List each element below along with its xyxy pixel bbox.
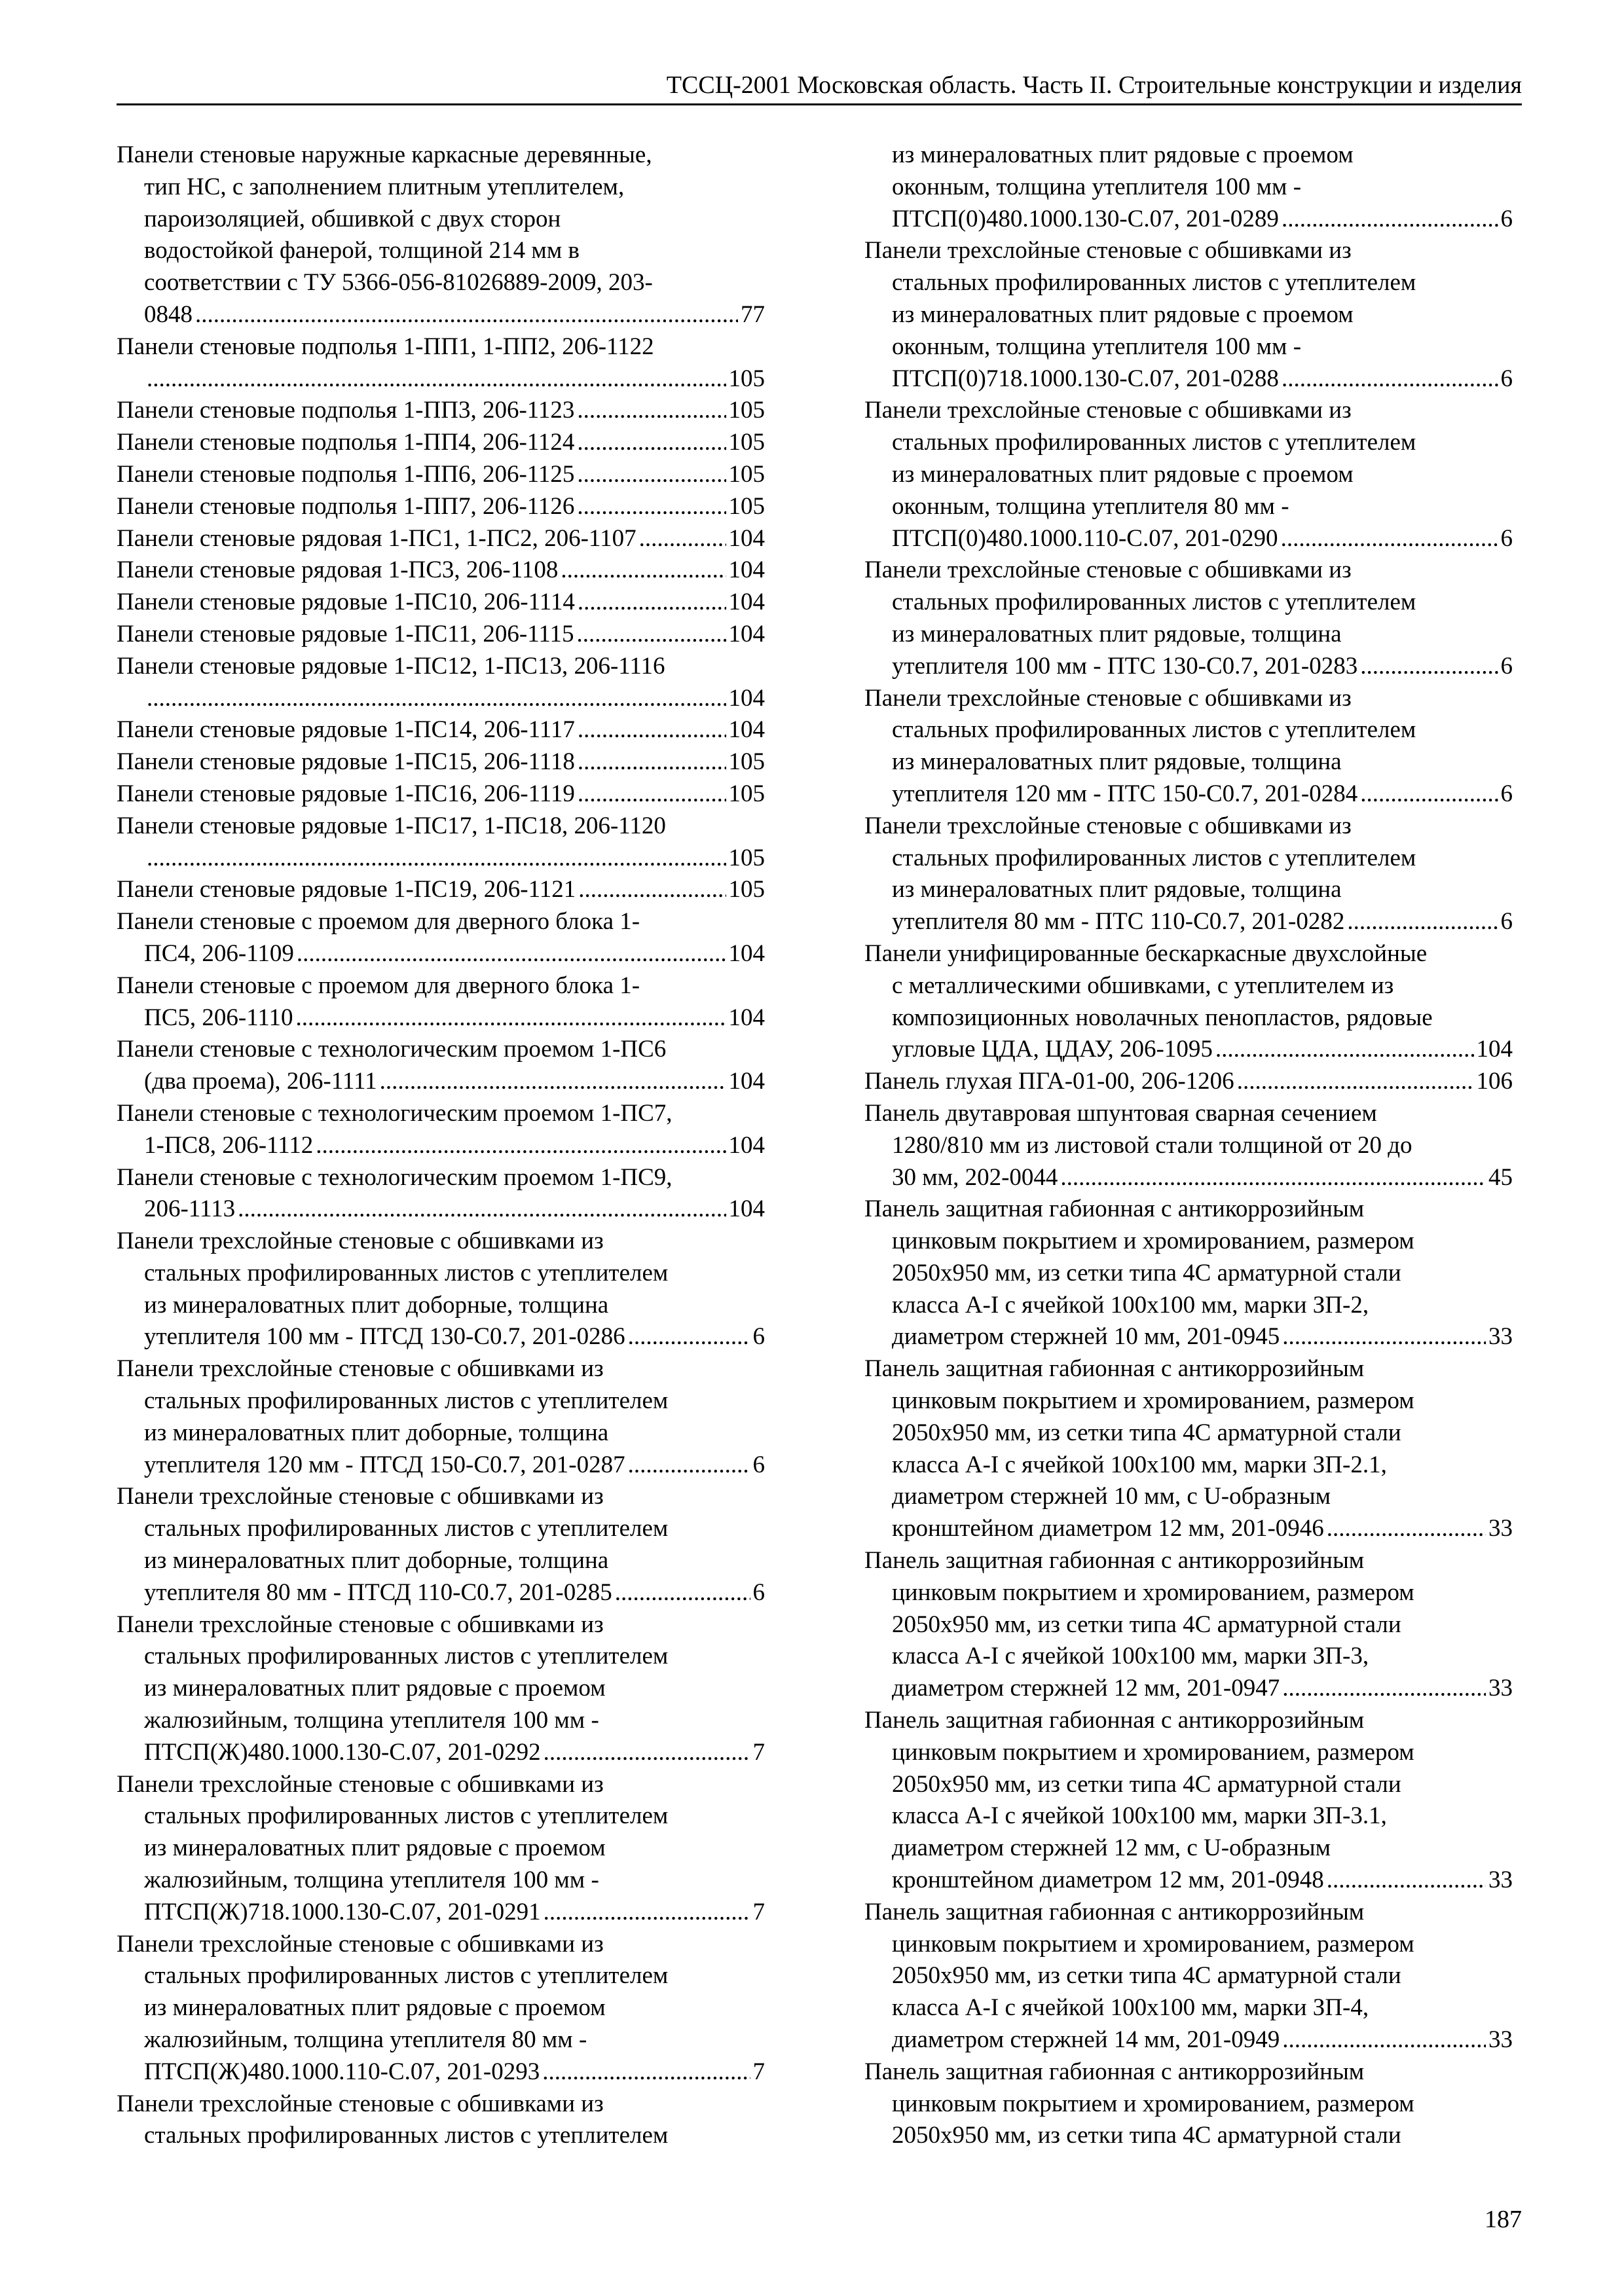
entry-text-last: (два проема), 206-1111 — [144, 1068, 377, 1095]
entry-text-line: Панели стеновые рядовые 1-ПС12, 1-ПС13, 206-1116 — [117, 652, 665, 680]
entry-text-line: из минераловатных плит рядовые с проемом — [892, 460, 1354, 488]
index-entry — [117, 970, 765, 1034]
entry-leader-line — [117, 1002, 765, 1034]
dot-leader — [628, 1449, 750, 1482]
dot-leader — [195, 299, 738, 331]
dot-leader — [1281, 523, 1498, 555]
entry-page-ref: 33 — [1488, 1515, 1513, 1542]
index-entry — [864, 555, 1513, 682]
entry-text-line: Панели трехслойные стеновые с обшивками из — [117, 2090, 604, 2117]
entry-page-ref: 106 — [1476, 1068, 1513, 1095]
entry-leader-line — [864, 1034, 1513, 1066]
entry-text-last: утеплителя 100 мм - ПТСД 130-С0.7, 201-0286 — [144, 1323, 625, 1351]
entry-text-line: Панели стеновые с технологическим проемом 1-ПС9, — [117, 1163, 673, 1191]
index-entry — [117, 778, 765, 811]
entry-text-last: ПТСП(Ж)718.1000.130-С.07, 201-0291 — [144, 1898, 541, 1925]
entry-text-line: из минераловатных плит доборные, толщина — [144, 1547, 609, 1575]
dot-leader — [577, 427, 726, 459]
entry-text-last: кронштейном диаметром 12 мм, 201-0946 — [892, 1515, 1324, 1542]
entry-text-line: из минераловатных плит доборные, толщина — [144, 1291, 609, 1319]
entry-text-line: Панели стеновые наружные каркасные деревянные, — [117, 141, 652, 168]
dot-leader — [1215, 1034, 1474, 1066]
entry-text-line: класса А-I с ячейкой 100х100 мм, марки ЗП-4, — [892, 1994, 1369, 2022]
entry-leader-line — [117, 395, 765, 427]
index-entry — [117, 1769, 765, 1929]
entry-text-line: тип НС, с заполнением плитным утеплителем, — [144, 173, 625, 200]
entry-text-line: стальных профилированных листов с утеплителем — [144, 2122, 669, 2149]
entry-text-line: Панели трехслойные стеновые с обшивками из — [117, 1355, 604, 1383]
index-entry — [117, 459, 765, 491]
entry-page-ref: 7 — [752, 2058, 765, 2085]
entry-leader-line — [117, 299, 765, 331]
entry-text-line: Панели трехслойные стеновые с обшивками из — [117, 1483, 604, 1510]
entry-leader-line — [864, 906, 1513, 938]
entry-text-last: Панели стеновые рядовые 1-ПС14, 206-1117 — [117, 716, 575, 744]
entry-leader-line — [117, 746, 765, 778]
index-entry — [117, 491, 765, 523]
index-entry — [117, 1929, 765, 2088]
entry-page-ref: 77 — [741, 301, 765, 328]
index-entry — [864, 1194, 1513, 1353]
index-entry — [117, 331, 765, 395]
entry-leader-line — [117, 363, 765, 395]
entry-text-line: оконным, толщина утеплителя 100 мм - — [892, 173, 1302, 200]
entry-leader-line — [864, 1673, 1513, 1705]
dot-leader — [577, 459, 726, 491]
index-entry — [117, 811, 765, 875]
entry-text-line: композиционных новолачных пенопластов, рядовые — [892, 1004, 1433, 1031]
entry-page-ref: 105 — [728, 397, 765, 424]
index-entry — [864, 938, 1513, 1066]
entry-text-line: жалюзийным, толщина утеплителя 100 мм - — [144, 1707, 599, 1734]
index-entry — [117, 1162, 765, 1226]
entry-text-line: класса А-I с ячейкой 100х100 мм, марки ЗП-3, — [892, 1643, 1369, 1670]
entry-page-ref: 104 — [728, 684, 765, 712]
entry-text-line: 2050х950 мм, из сетки типа 4С арматурной стали — [892, 1259, 1401, 1286]
index-entry — [117, 427, 765, 459]
dot-leader — [639, 523, 726, 555]
running-header — [117, 71, 1522, 105]
entry-text-last: Панели стеновые рядовая 1-ПС1, 1-ПС2, 206-1107 — [117, 524, 637, 552]
entry-text-line: из минераловатных плит рядовые с проемом — [144, 1834, 606, 1862]
entry-text-last: диаметром стержней 14 мм, 201-0949 — [892, 2026, 1280, 2054]
entry-text-last: утеплителя 100 мм - ПТС 130-С0.7, 201-0283 — [892, 652, 1358, 680]
entry-text-line: оконным, толщина утеплителя 80 мм - — [892, 492, 1289, 520]
entry-text-last: Панели стеновые рядовые 1-ПС16, 206-1119 — [117, 780, 575, 807]
dot-leader — [578, 746, 726, 778]
dot-leader — [1282, 204, 1498, 236]
index-entry — [864, 811, 1513, 938]
entry-text-line: Панель защитная габионная с антикоррозийным — [864, 1195, 1365, 1223]
entry-text-last: Панели стеновые подполья 1-ПП6, 206-1125 — [117, 460, 575, 488]
index-entry — [864, 235, 1513, 395]
entry-text-line: из минераловатных плит рядовые с проемом — [144, 1675, 606, 1702]
entry-text-last: утеплителя 80 мм - ПТС 110-С0.7, 201-0282 — [892, 908, 1345, 936]
entry-text-line: 2050х950 мм, из сетки типа 4С арматурной стали — [892, 2122, 1401, 2149]
entry-text-line: цинковым покрытием и хромированием, размером — [892, 1228, 1414, 1255]
entry-page-ref: 104 — [728, 556, 765, 584]
entry-text-line: жалюзийным, толщина утеплителя 80 мм - — [144, 2026, 587, 2054]
index-entry — [117, 651, 765, 715]
index-entry — [117, 139, 765, 331]
entry-page-ref: 6 — [752, 1323, 765, 1351]
entry-leader-line — [117, 714, 765, 746]
entry-text-line: стальных профилированных листов с утеплителем — [892, 269, 1416, 297]
entry-text-line: стальных профилированных листов с утеплителем — [144, 1962, 669, 1990]
entry-leader-line — [117, 1194, 765, 1226]
entry-page-ref: 6 — [1500, 908, 1513, 936]
dot-leader — [1360, 778, 1498, 811]
entry-text-line: соответствии с ТУ 5366-056-81026889-2009, 203- — [144, 269, 653, 297]
entry-text-last: диаметром стержней 10 мм, 201-0945 — [892, 1323, 1280, 1351]
entry-leader-line — [117, 1897, 765, 1929]
entry-leader-line — [117, 459, 765, 491]
dot-leader — [1060, 1162, 1486, 1194]
entry-text-last: Панели стеновые рядовая 1-ПС3, 206-1108 — [117, 556, 559, 584]
index-column-right — [864, 139, 1513, 2152]
entry-text-line: 2050х950 мм, из сетки типа 4С арматурной стали — [892, 1962, 1401, 1990]
entry-text-line: Панели трехслойные стеновые с обшивками из — [864, 684, 1352, 712]
dot-leader — [147, 843, 726, 875]
entry-text-last: ПТСП(0)718.1000.130-С.07, 201-0288 — [892, 365, 1279, 392]
dot-leader — [380, 1066, 726, 1098]
dot-leader — [577, 491, 726, 523]
entry-text-line: из минераловатных плит доборные, толщина — [144, 1419, 609, 1446]
dot-leader — [578, 587, 726, 619]
entry-page-ref: 104 — [728, 620, 765, 647]
entry-text-line: Панель защитная габионная с антикоррозийным — [864, 1355, 1365, 1383]
index-entry — [864, 395, 1513, 555]
entry-text-line: стальных профилированных листов с утеплителем — [144, 1259, 669, 1286]
entry-text-last: 1-ПС8, 206-1112 — [144, 1131, 314, 1159]
index-entry — [117, 1226, 765, 1353]
entry-text-last: Панели стеновые подполья 1-ПП3, 206-1123 — [117, 397, 575, 424]
index-entry — [117, 555, 765, 587]
dot-leader — [1347, 906, 1498, 938]
entry-text-line: из минераловатных плит рядовые, толщина — [892, 620, 1342, 647]
entry-text-last: ПС5, 206-1110 — [144, 1004, 293, 1031]
dot-leader — [578, 874, 726, 906]
index-entry — [117, 523, 765, 555]
dot-leader — [147, 363, 726, 395]
entry-page-ref: 105 — [728, 748, 765, 776]
entry-leader-line — [117, 587, 765, 619]
dot-leader — [576, 619, 726, 651]
entry-page-ref: 7 — [752, 1738, 765, 1766]
entry-text-line: Панели стеновые рядовые 1-ПС17, 1-ПС18, 206-1120 — [117, 812, 666, 839]
entry-text-last: угловые ЦДА, ЦДАУ, 206-1095 — [892, 1036, 1213, 1063]
entry-text-line: из минераловатных плит рядовые с проемом — [144, 1994, 606, 2022]
dot-leader — [1282, 2024, 1486, 2056]
entry-page-ref: 6 — [1500, 652, 1513, 680]
index-entry — [117, 906, 765, 970]
index-entry — [117, 619, 765, 651]
entry-text-line: Панели трехслойные стеновые с обшивками из — [864, 397, 1352, 424]
entry-text-line: Панели трехслойные стеновые с обшивками из — [864, 812, 1352, 839]
index-entry — [864, 1705, 1513, 1897]
entry-text-line: Панель защитная габионная с антикоррозийным — [864, 1898, 1365, 1925]
entry-text-line: 2050х950 мм, из сетки типа 4С арматурной стали — [892, 1770, 1401, 1798]
entry-leader-line — [864, 1321, 1513, 1353]
entry-leader-line — [117, 427, 765, 459]
entry-text-line: стальных профилированных листов с утеплителем — [892, 716, 1416, 744]
entry-text-line: из минераловатных плит рядовые, толщина — [892, 876, 1342, 903]
dot-leader — [578, 778, 726, 811]
entry-text-last: Панели стеновые подполья 1-ПП4, 206-1124 — [117, 429, 575, 456]
entry-page-ref: 6 — [1500, 780, 1513, 807]
entry-text-line: стальных профилированных листов с утеплителем — [144, 1515, 669, 1542]
entry-text-line: оконным, толщина утеплителя 100 мм - — [892, 333, 1302, 360]
entry-text-line: Панели трехслойные стеновые с обшивками из — [117, 1930, 604, 1958]
entry-page-ref: 6 — [1500, 524, 1513, 552]
entry-text-line: водостойкой фанерой, толщиной 214 мм в — [144, 237, 580, 264]
entry-text-last: утеплителя 120 мм - ПТСД 150-С0.7, 201-0287 — [144, 1451, 625, 1478]
entry-leader-line — [864, 1513, 1513, 1545]
dot-leader — [615, 1577, 750, 1609]
entry-page-ref: 33 — [1488, 2026, 1513, 2054]
entry-text-last: 30 мм, 202-0044 — [892, 1163, 1058, 1191]
entry-text-line: класса А-I с ячейкой 100х100 мм, марки ЗП-3.1, — [892, 1802, 1387, 1830]
entry-text-line: Панели стеновые с проемом для дверного блока 1- — [117, 908, 640, 936]
entry-page-ref: 105 — [728, 780, 765, 807]
entry-page-ref: 33 — [1488, 1675, 1513, 1702]
entry-leader-line — [117, 1449, 765, 1482]
index-entry — [117, 714, 765, 746]
entry-text-line: цинковым покрытием и хромированием, размером — [892, 1930, 1414, 1958]
entry-text-line: Панели стеновые подполья 1-ПП1, 1-ПП2, 206-1122 — [117, 333, 654, 360]
entry-text-line: Панель защитная габионная с антикоррозийным — [864, 1547, 1365, 1575]
index-entry — [117, 1609, 765, 1769]
entry-text-line: цинковым покрытием и хромированием, размером — [892, 1738, 1414, 1766]
entry-text-last: Панели стеновые рядовые 1-ПС10, 206-1114 — [117, 589, 575, 616]
entry-leader-line — [117, 778, 765, 811]
entry-text-line: стальных профилированных листов с утеплителем — [892, 589, 1416, 616]
index-entry — [117, 395, 765, 427]
entry-page-ref: 105 — [728, 429, 765, 456]
entry-text-line: стальных профилированных листов с утеплителем — [892, 429, 1416, 456]
index-entry — [864, 1066, 1513, 1098]
index-entry — [117, 746, 765, 778]
entry-leader-line — [864, 523, 1513, 555]
entry-text-line: 2050х950 мм, из сетки типа 4С арматурной стали — [892, 1611, 1401, 1638]
dot-leader — [1327, 1513, 1486, 1545]
entry-leader-line — [864, 204, 1513, 236]
entry-text-last: ПС4, 206-1109 — [144, 939, 294, 967]
entry-leader-line — [864, 1066, 1513, 1098]
entry-text-last: Панель глухая ПГА-01-00, 206-1206 — [864, 1068, 1234, 1095]
entry-text-last: 0848 — [144, 301, 193, 328]
entry-text-line: стальных профилированных листов с утеплителем — [144, 1643, 669, 1670]
entry-text-line: Панели унифицированные бескаркасные двухслойные — [864, 939, 1428, 967]
entry-text-line: Панели трехслойные стеновые с обшивками из — [117, 1770, 604, 1798]
page-number: 187 — [1485, 2206, 1522, 2233]
entry-page-ref: 6 — [1500, 205, 1513, 232]
entry-leader-line — [864, 778, 1513, 811]
entry-text-line: 2050х950 мм, из сетки типа 4С арматурной стали — [892, 1419, 1401, 1446]
entry-text-line: 1280/810 мм из листовой стали толщиной от 20 до — [892, 1131, 1412, 1159]
index-column-left — [117, 139, 765, 2152]
entry-leader-line — [117, 1737, 765, 1769]
entry-text-line: жалюзийным, толщина утеплителя 100 мм - — [144, 1867, 599, 1894]
entry-page-ref: 104 — [728, 524, 765, 552]
entry-page-ref: 105 — [728, 876, 765, 903]
dot-leader — [1327, 1865, 1486, 1897]
index-entry — [117, 1098, 765, 1162]
entry-text-last: диаметром стержней 12 мм, 201-0947 — [892, 1675, 1280, 1702]
entry-page-ref: 6 — [752, 1451, 765, 1478]
entry-leader-line — [117, 555, 765, 587]
entry-page-ref: 105 — [728, 492, 765, 520]
index-entry — [117, 2088, 765, 2153]
entry-text-line: Панели стеновые с технологическим проемом 1-ПС7, — [117, 1099, 673, 1127]
entry-text-line: цинковым покрытием и хромированием, размером — [892, 2090, 1414, 2117]
entry-text-line: Панель защитная габионная с антикоррозийным — [864, 2058, 1365, 2085]
index-entry — [117, 874, 765, 906]
entry-leader-line — [117, 1066, 765, 1098]
entry-text-line: Панели стеновые с технологическим проемом 1-ПС6 — [117, 1036, 667, 1063]
dot-leader — [1282, 1321, 1486, 1353]
entry-page-ref: 104 — [728, 1068, 765, 1095]
entry-text-last: ПТСП(Ж)480.1000.110-С.07, 201-0293 — [144, 2058, 540, 2085]
dot-leader — [147, 683, 726, 715]
dot-leader — [578, 714, 726, 746]
entry-text-line: Панели трехслойные стеновые с обшивками из — [117, 1228, 604, 1255]
entry-text-line: Панель двутавровая шпунтовая сварная сечением — [864, 1099, 1377, 1127]
entry-text-line: из минераловатных плит рядовые с проемом — [892, 141, 1354, 168]
entry-leader-line — [117, 938, 765, 970]
entry-leader-line — [864, 1162, 1513, 1194]
entry-leader-line — [117, 491, 765, 523]
entry-text-line: Панели трехслойные стеновые с обшивками из — [117, 1611, 604, 1638]
entry-text-line: стальных профилированных листов с утеплителем — [144, 1802, 669, 1830]
entry-text-line: стальных профилированных листов с утеплителем — [892, 844, 1416, 871]
dot-leader — [542, 2056, 750, 2088]
entry-text-line: Панели стеновые с проемом для дверного блока 1- — [117, 972, 640, 999]
entry-page-ref: 6 — [1500, 365, 1513, 392]
entry-text-line: диаметром стержней 10 мм, с U-образным — [892, 1483, 1331, 1510]
entry-leader-line — [864, 2024, 1513, 2056]
dot-leader — [544, 1737, 750, 1769]
index-entry — [117, 1034, 765, 1098]
entry-leader-line — [117, 1321, 765, 1353]
dot-leader — [316, 1130, 726, 1162]
entry-text-line: из минераловатных плит рядовые с проемом — [892, 301, 1354, 328]
entry-leader-line — [117, 619, 765, 651]
entry-leader-line — [117, 843, 765, 875]
dot-leader — [295, 1002, 726, 1034]
entry-text-last: утеплителя 120 мм - ПТС 150-С0.7, 201-0284 — [892, 780, 1358, 807]
entry-page-ref: 104 — [728, 716, 765, 744]
entry-text-line: класса А-I с ячейкой 100х100 мм, марки ЗП-2, — [892, 1291, 1369, 1319]
dot-leader — [628, 1321, 750, 1353]
entry-leader-line — [117, 874, 765, 906]
entry-page-ref: 7 — [752, 1898, 765, 1925]
entry-leader-line — [117, 523, 765, 555]
entry-page-ref: 104 — [728, 1195, 765, 1223]
entry-text-line: цинковым покрытием и хромированием, размером — [892, 1578, 1414, 1606]
dot-leader — [1282, 363, 1498, 395]
entry-leader-line — [117, 1577, 765, 1609]
dot-leader — [544, 1897, 750, 1929]
entry-leader-line — [117, 683, 765, 715]
dot-leader — [297, 938, 726, 970]
entry-text-last: ПТСП(0)480.1000.110-С.07, 201-0290 — [892, 524, 1278, 552]
dot-leader — [1360, 651, 1498, 683]
entry-page-ref: 45 — [1488, 1163, 1513, 1191]
entry-text-last: ПТСП(0)480.1000.130-С.07, 201-0289 — [892, 205, 1279, 232]
entry-text-last: кронштейном диаметром 12 мм, 201-0948 — [892, 1867, 1324, 1894]
entry-leader-line — [864, 651, 1513, 683]
entry-page-ref: 33 — [1488, 1867, 1513, 1894]
entry-text-last: 206-1113 — [144, 1195, 236, 1223]
dot-leader — [238, 1194, 726, 1226]
entry-page-ref: 33 — [1488, 1323, 1513, 1351]
index-entry — [117, 1353, 765, 1481]
entry-text-line: Панель защитная габионная с антикоррозийным — [864, 1707, 1365, 1734]
entry-page-ref: 104 — [1476, 1036, 1513, 1063]
entry-page-ref: 104 — [728, 939, 765, 967]
dot-leader — [577, 395, 726, 427]
index-entry — [864, 1098, 1513, 1194]
entry-leader-line — [864, 363, 1513, 395]
entry-page-ref: 105 — [728, 365, 765, 392]
entry-text-line: класса А-I с ячейкой 100х100 мм, марки ЗП-2.1, — [892, 1451, 1387, 1478]
entry-text-line: стальных профилированных листов с утеплителем — [144, 1387, 669, 1415]
dot-leader — [1237, 1066, 1474, 1098]
index-entry — [864, 1353, 1513, 1545]
entry-text-line: из минераловатных плит рядовые, толщина — [892, 748, 1342, 776]
entry-text-line: с металлическими обшивками, с утеплителем из — [892, 972, 1394, 999]
entry-page-ref: 105 — [728, 460, 765, 488]
entry-leader-line — [864, 1865, 1513, 1897]
entry-text-line: пароизоляцией, обшивкой с двух сторон — [144, 205, 561, 232]
entry-leader-line — [117, 2056, 765, 2088]
index-entry — [864, 2056, 1513, 2152]
entry-text-line: Панели трехслойные стеновые с обшивками из — [864, 237, 1352, 264]
index-entry — [864, 139, 1513, 235]
entry-text-line: цинковым покрытием и хромированием, размером — [892, 1387, 1414, 1415]
entry-text-last: Панели стеновые подполья 1-ПП7, 206-1126 — [117, 492, 575, 520]
entry-page-ref: 105 — [728, 844, 765, 871]
entry-text-last: Панели стеновые рядовые 1-ПС11, 206-1115 — [117, 620, 574, 647]
entry-text-line: Панели трехслойные стеновые с обшивками из — [864, 556, 1352, 584]
index-entry — [864, 683, 1513, 811]
index-entry — [117, 587, 765, 619]
entry-text-last: ПТСП(Ж)480.1000.130-С.07, 201-0292 — [144, 1738, 541, 1766]
entry-text-last: Панели стеновые рядовые 1-ПС19, 206-1121 — [117, 876, 576, 903]
entry-page-ref: 104 — [728, 589, 765, 616]
index-entry — [117, 1481, 765, 1609]
entry-page-ref: 6 — [752, 1578, 765, 1606]
dot-leader — [1282, 1673, 1486, 1705]
entry-text-line: диаметром стержней 12 мм, с U-образным — [892, 1834, 1331, 1862]
entry-leader-line — [117, 1130, 765, 1162]
dot-leader — [561, 555, 726, 587]
entry-text-last: Панели стеновые рядовые 1-ПС15, 206-1118 — [117, 748, 575, 776]
index-entry — [864, 1897, 1513, 2056]
header-title: ТССЦ-2001 Московская область. Часть II. Строительные конструкции и изделия — [666, 71, 1522, 99]
entry-page-ref: 104 — [728, 1131, 765, 1159]
entry-text-last: утеплителя 80 мм - ПТСД 110-С0.7, 201-0285 — [144, 1578, 612, 1606]
entry-page-ref: 104 — [728, 1004, 765, 1031]
index-entry — [864, 1545, 1513, 1705]
